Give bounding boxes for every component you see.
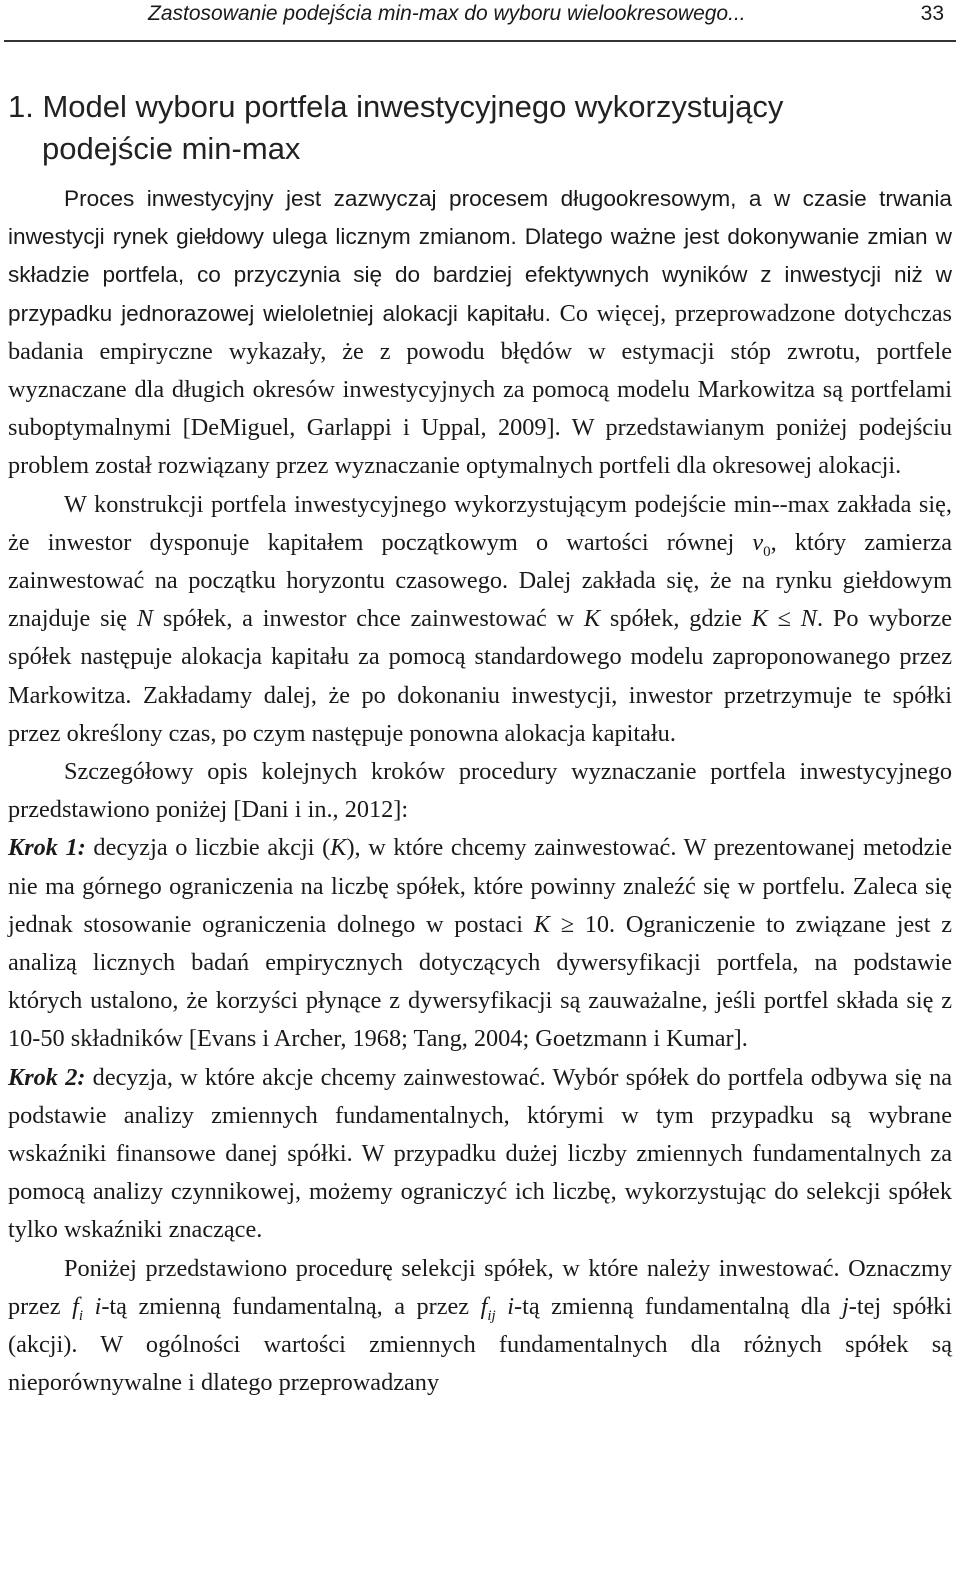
var-i-2: i [507,1292,514,1320]
step-1-var-K: K [330,834,347,862]
page-number: 33 [920,2,944,25]
var-N: N [136,605,154,633]
step-1-text-a: decyzja o liczbie akcji ( [85,834,331,862]
p4-text-c: -tą zmienną fundamentalną dla [513,1292,842,1320]
p4-text-a: Poniżej przedstawiono procedurę selekcji spółek, w które należy inwestować. Oznaczmy przez [8,1254,952,1320]
section-title-line1: Model wyboru portfela inwestycyjnego wykorzystujący [42,89,784,124]
p2-text-a: W konstrukcji portfela inwestycyjnego wykorzystującym podejście min--max zakłada się, że inwestor dysponuje kapitałem początkowym o wartości równej [8,490,952,556]
step-2 [8,1059,952,1250]
step-2-label: Krok 2: [8,1063,86,1091]
p2-text-d: spółek, gdzie [600,605,752,633]
paragraph-4 [8,1250,952,1403]
var-K: K [583,605,601,633]
p2-text-b: , który zamierza zainwestować na początku horyzontu czasowego. Dalej zakłada się, że na rynku giełdowym znajduje się [8,528,952,633]
step-1-text-b: ), w które chcemy zainwestować. W prezentowanej metodzie nie ma górnego ograniczenia na liczbę spółek, które powinny znaleźć się w portfelu. Zaleca się jednak stosowanie ograniczenia dolnego w postaci [8,834,952,938]
paragraph-1-serif: Co więcej, przeprowadzone dotychczas badania empiryczne wykazały, że z powodu błędów w estymacji stóp zwrotu, portfele wyznaczane dla długich okresów inwestycyjnych za pomocą modelu Markowitza są portfelami suboptymalnymi [DeMiguel, Garlappi i Uppal, 2009]. W przedstawianym poniżej podejściu problem został rozwiązany przez wyznaczanie optymalnych portfeli dla okresowej alokacji. [8,299,952,480]
var-f: f [72,1292,79,1320]
p2-text-e: . Po wyborze spółek następuje alokacja kapitału za pomocą standardowego modelu zaproponowanego przez Markowitza. Zakładamy dalej, że po dokonaniu inwestycji, inwestor przetrzymuje te spółki przez określony czas, po czym następuje ponowna alokacja kapitału. [8,605,952,747]
p4-text-d: -tej spółki (akcji). W ogólności wartości zmiennych fundamentalnych dla różnych spółek są nieporównywalne i dlatego przeprowadzany [8,1292,953,1397]
paragraph-2 [8,486,952,753]
paragraph-3: Szczegółowy opis kolejnych kroków procedury wyznaczanie portfela inwestycyjnego przedstawiono poniżej [Dani i in., 2012]: [8,758,952,824]
var-i: i [94,1292,102,1320]
ge-symbol: ≥ 10. [550,910,616,938]
step-1-var-K-2: K [533,910,550,938]
running-header [8,0,952,42]
var-f-2: f [480,1292,488,1320]
var-v: v [752,528,764,556]
var-N-2: N [800,605,818,633]
var-j: j [841,1292,849,1320]
le-symbol: ≤ [767,605,801,633]
var-f-sub-i: i [78,1307,84,1324]
step-1-label: Krok 1: [8,834,86,862]
p4-text-b: -tą zmienną fundamentalną, a przez [101,1292,481,1320]
step-2-text: decyzja, w które akcje chcemy zainwestować. Wybór spółek do portfela odbywa się na podstawie analizy zmiennych fundamentalnych, którymi w tym przypadku są wybrane wskaźniki finansowe danej spółki. W przypadku dużej liczby zmiennych fundamentalnych za pomocą analizy czynnikowej, możemy ograniczyć ich liczbę, wykorzystując do selekcji spółek tylko wskaźniki znaczące. [8,1063,952,1244]
section-heading [8,86,952,170]
var-f-sub-ij: ij [487,1307,496,1324]
body-text [8,180,952,1403]
running-header-title: Zastosowanie podejścia min-max do wyboru wielookresowego... [148,2,746,25]
p2-text-c: spółek, a inwestor chce zainwestować w [153,605,584,633]
header-rule [4,40,956,42]
var-K-2: K [751,605,768,633]
section-number: 1. [8,89,34,124]
paragraph-1 [8,180,952,486]
section-title-line2: podejście min-max [42,131,301,166]
var-v-sub: 0 [763,543,771,560]
paragraph-1-sans: Proces inwestycyjny jest zazwyczaj procesem długookresowym, a w czasie trwania inwestycji rynek giełdowy ulega licznym zmianom. Dlatego ważne jest dokonywanie zmian w składzie portfela, co przyczynia się do bardziej efektywnych wyników z inwestycji niż w przypadku jednorazowej wieloletniej alokacji kapitału. [8,186,952,326]
step-1 [8,829,952,1058]
step-1-text-c: Ograniczenie to związane jest z analizą licznych badań empirycznych dotyczących dywersyfikacji portfela, na podstawie których ustalono, że korzyści płynące z dywersyfikacji są zauważalne, jeśli portfel składa się z 10-50 składników [Evans i Archer, 1968; Tang, 2004; Goetzmann i Kumar]. [8,910,953,1053]
